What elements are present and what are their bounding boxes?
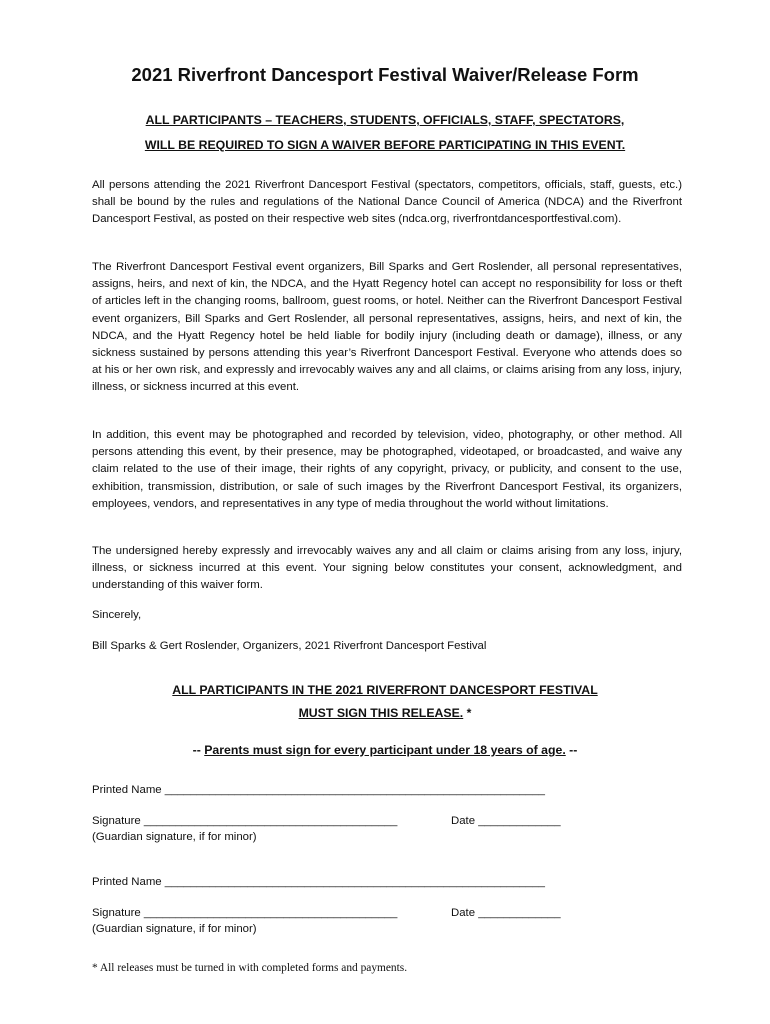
date-field-1[interactable]: Date _____________	[451, 815, 561, 827]
requirement-line-2	[0, 706, 770, 720]
notice-line-2: WILL BE REQUIRED TO SIGN A WAIVER BEFORE PARTICIPATING IN THIS EVENT.	[144, 138, 626, 152]
footnote: * All releases must be turned in with completed forms and payments.	[92, 962, 408, 974]
paragraph-rules: All persons attending the 2021 Riverfront Dancesport Festival (spectators, competitors, officials, staff, guests, etc.) shall be bound by the rules and regulations of the National Dance Council of America (NDCA) and the Riverfront Dancesport Festival, as posted on their respective web sites (ndca.org, riverfrontdancesportfestival.com).	[92, 179, 682, 226]
parents-text: Parents must sign for every participant under 18 years of age.	[204, 743, 566, 757]
requirement-asterisk: *	[463, 706, 472, 720]
page-title: 2021 Riverfront Dancesport Festival Waiver/Release Form	[131, 64, 639, 85]
requirement-line-1: ALL PARTICIPANTS IN THE 2021 RIVERFRONT DANCESPORT FESTIVAL	[172, 683, 598, 697]
date-field-2[interactable]: Date _____________	[451, 907, 561, 919]
printed-name-field-1[interactable]: Printed Name ____________________________________________________________	[92, 784, 545, 796]
paragraph-media: In addition, this event may be photographed and recorded by television, video, photography, or other method. All persons attending this event, by their presence, may be photographed, videotaped, or broadcasted, and waive any claim related to the use of their image, their rights of any copyright, privacy, or publicity, and consent to the use, exhibition, transmission, distribution, or sale of such images by the Riverfront Dancesport Festival, its organizers, employees, vendors, and representatives in any type of media throughout the world without limitations.	[92, 429, 682, 510]
salutation: Sincerely,	[92, 609, 142, 621]
notice-line-1: ALL PARTICIPANTS – TEACHERS, STUDENTS, OFFICIALS, STAFF, SPECTATORS,	[145, 113, 625, 127]
guardian-label-2: (Guardian signature, if for minor)	[92, 923, 257, 935]
paragraph-consent: The undersigned hereby expressly and irrevocably waives any and all claim or claims arising from any loss, injury, illness, or sickness incurred at this event. Your signing below constitutes your consent, acknowledgment, and understanding of this waiver form.	[92, 545, 682, 592]
signoff: Bill Sparks & Gert Roslender, Organizers, 2021 Riverfront Dancesport Festival	[92, 640, 487, 652]
printed-name-field-2[interactable]: Printed Name ____________________________________________________________	[92, 876, 545, 888]
guardian-label-1: (Guardian signature, if for minor)	[92, 831, 257, 843]
signature-field-1[interactable]: Signature ________________________________________	[92, 815, 398, 827]
parents-prefix: --	[192, 743, 205, 757]
paragraph-liability: The Riverfront Dancesport Festival event organizers, Bill Sparks and Gert Roslender, all personal representatives, assigns, heirs, and next of kin, the NDCA, and the Hyatt Regency hotel can accept no responsibility for loss or theft of articles left in the changing rooms, ballroom, guest rooms, or hotel. Neither can the Riverfront Dancesport Festival event organizers, Bill Sparks and Gert Roslender, all personal representatives, assigns, heirs, and next of kin, the NDCA, and the Hyatt Regency hotel be held liable for bodily injury (including death or damage), illness, or any sickness sustained by persons attending this year’s Riverfront Dancesport Festival. Everyone who attends does so at his or her own risk, and expressly and irrevocably waives any and all claims, or claims arising from any loss, injury, illness, or sickness incurred at this event.	[92, 261, 682, 394]
requirement-emphasis: MUST SIGN THIS RELEASE.	[298, 706, 464, 720]
signature-field-2[interactable]: Signature ________________________________________	[92, 907, 398, 919]
parents-notice	[0, 743, 770, 757]
parents-suffix: --	[565, 743, 578, 757]
